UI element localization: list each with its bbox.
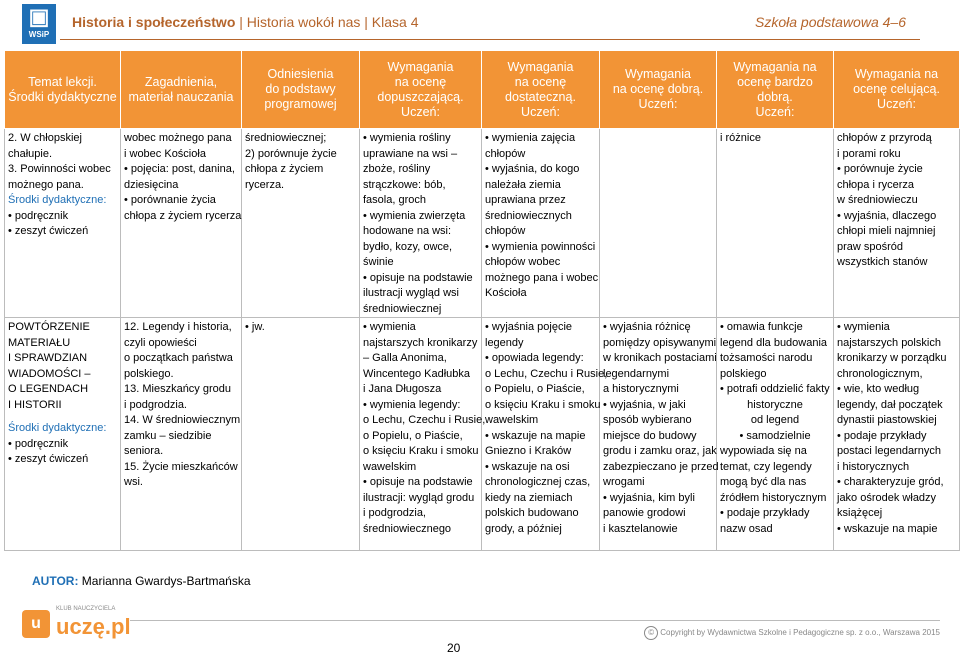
curriculum-cell	[242, 318, 360, 551]
cell-line: panowie grodowi	[603, 507, 686, 519]
requirements-table	[4, 50, 960, 551]
cell-line: • podaje przykłady	[837, 429, 956, 445]
col-header-line: dopuszczającą.	[377, 89, 464, 104]
cell-line: wsi.	[124, 476, 143, 488]
cell-line: 2. W chłopskiej	[8, 132, 82, 144]
cell-line: polskiego.	[124, 367, 174, 380]
topic-cell	[5, 318, 121, 551]
cell-line: miejsce do budowy	[603, 429, 697, 442]
table-row	[5, 129, 960, 318]
cell-line: • opisuje na podstawie	[363, 475, 478, 491]
cell-line: O LEGENDACH	[8, 383, 89, 395]
cell-line: • jw.	[245, 320, 356, 336]
header-school: Szkoła podstawowa 4–6	[755, 14, 906, 30]
col-header-line: na ocenę dobrą.	[612, 82, 704, 96]
col-header	[834, 51, 960, 129]
cell-line: chronologicznej czas,	[485, 476, 591, 488]
header-course: | Historia wokół nas | Klasa 4	[235, 14, 419, 30]
grade-6-cell	[834, 129, 960, 318]
copyright	[644, 626, 940, 640]
grade-4-cell	[600, 318, 717, 551]
col-header-line: Temat lekcji.	[28, 74, 97, 89]
cell-line: ilustracji: wygląd grodu	[363, 491, 475, 504]
cell-line: sposób wybierano	[603, 414, 692, 426]
col-header-line: dobrą.	[757, 89, 793, 104]
cell-line: i kasztelanowie	[603, 522, 678, 535]
cell-line: uprawiana przez	[485, 194, 566, 206]
grade-2-cell	[360, 129, 482, 318]
teaching-aid-item: • podręcznik	[8, 209, 117, 225]
cell-line: • wyjaśnia, do kogo	[485, 162, 596, 178]
cell-line: I SPRAWDZIAN	[8, 352, 88, 364]
cell-line: grodu i zamku oraz, jak	[603, 445, 717, 457]
cell-line: w kronikach postaciami	[603, 352, 717, 364]
cell-line: dziesięcina	[124, 178, 179, 191]
col-header-line: materiał nauczania	[128, 89, 234, 104]
grade-4-cell	[600, 129, 717, 318]
header-row	[5, 51, 960, 129]
cell-line: o Popielu, o Piaście,	[363, 429, 463, 442]
cell-line: możnego pana i wobec	[485, 271, 599, 284]
col-header-line: Uczeń:	[638, 97, 678, 111]
cell-line: chłopi mieli najmniej	[837, 225, 936, 237]
cell-line: 15. Życie mieszkańców	[124, 460, 238, 473]
cell-line: legendarnymi	[603, 367, 670, 380]
cell-line: • pojęcia: post, danina,	[124, 162, 238, 178]
cell-line: chłopów	[485, 147, 526, 160]
cell-line: • wyjaśnia, w jaki	[603, 398, 713, 414]
cell-line: • wymienia legendy:	[363, 398, 478, 414]
cell-line: strączkowe: bób,	[363, 178, 446, 191]
cell-line: chłopów wobec	[485, 256, 561, 268]
cell-line: • charakteryzuje gród,	[837, 475, 956, 491]
grade-3-cell	[482, 318, 608, 551]
teaching-aid-item: • podręcznik	[8, 437, 117, 453]
cell-line: ilustracji wygląd wsi	[363, 287, 459, 299]
cell-line: i podgrodzia.	[124, 398, 187, 411]
col-header	[717, 51, 834, 129]
logo-mark-icon: ▣	[28, 4, 50, 29]
cell-line: o początkach państwa	[124, 352, 233, 364]
cell-line: Gniezno i Kraków	[485, 445, 572, 457]
col-header-line: dostateczną.	[505, 89, 576, 104]
topic-cell	[5, 129, 121, 318]
copyright-text: Copyright by Wydawnictwa Szkolne i Pedagogiczne sp. z o.o., Warszawa 2015	[660, 628, 940, 637]
author-label: AUTOR:	[32, 574, 79, 588]
cell-line: – Galla Anonima,	[363, 352, 447, 364]
cell-line: o Popielu, o Piaście,	[485, 383, 585, 395]
cell-line: a historycznymi	[603, 383, 679, 395]
col-header-line: na ocenę	[394, 74, 447, 89]
cell-line: o księciu Kraku i smoku	[485, 398, 601, 411]
cell-line: wobec możnego pana	[124, 132, 232, 144]
col-header	[360, 51, 482, 129]
cell-line: Wincentego Kadłubka	[363, 367, 471, 380]
cell-line: 13. Mieszkańcy grodu	[124, 383, 231, 395]
curriculum-cell	[242, 129, 360, 318]
grade-5-cell	[717, 318, 834, 551]
col-header-line: Wymagania na	[854, 67, 939, 81]
cell-line: postaci legendarnych	[837, 445, 941, 457]
cell-line: średniowiecznej;	[245, 132, 327, 144]
col-header-line: na ocenę	[514, 74, 567, 89]
cell-line: chałupie.	[8, 147, 53, 160]
cell-line: średniowiecznego	[363, 522, 452, 535]
cell-line: polskich budowano	[485, 507, 579, 519]
cell-line: najstarszych kronikarzy	[363, 336, 478, 349]
teaching-aids-label: Środki dydaktyczne:	[8, 194, 107, 206]
cell-line: POWTÓRZENIE	[8, 321, 90, 333]
cell-line: seniora.	[124, 445, 164, 457]
wsip-logo	[22, 4, 56, 44]
cell-line: bydło, kozy, owce,	[363, 240, 453, 253]
cell-line: • porównanie życia	[124, 193, 238, 209]
cell-line: • wie, kto według	[837, 382, 956, 398]
cell-line: zabezpieczano je przed	[603, 460, 719, 473]
col-header-line: Uczeń:	[401, 104, 440, 119]
topics-cell	[121, 129, 242, 318]
cell-line: • wymienia zwierzęta	[363, 209, 478, 225]
cell-line: wawelskim	[485, 414, 539, 426]
cell-line: • wymienia zajęcia	[485, 131, 596, 147]
cell-line: MATERIAŁU	[8, 336, 71, 349]
grade-6-cell	[834, 318, 960, 551]
cell-line: fasola, groch	[363, 194, 426, 206]
col-header-line: Wymagania	[625, 67, 691, 81]
cell-line: zamku – siedzibie	[124, 429, 212, 442]
cell-line: od legend	[750, 414, 800, 426]
logo-text: WSiP	[28, 30, 50, 39]
cell-line: 12. Legendy i historia,	[124, 321, 232, 333]
cell-line: średniowiecznych	[485, 209, 572, 222]
author-name: Marianna Gwardys-Bartmańska	[78, 574, 251, 588]
teaching-aids-label: Środki dydaktyczne:	[8, 422, 107, 434]
topics-cell	[121, 318, 242, 551]
col-header	[121, 51, 242, 129]
cell-line: dynastii piastowskiej	[837, 414, 937, 426]
cell-line: Kościoła	[485, 287, 527, 299]
cell-line: hodowane na wsi:	[363, 225, 452, 237]
table-row	[5, 318, 960, 551]
cell-line: chłopa i rycerza	[837, 178, 915, 191]
header-left	[72, 14, 419, 30]
cell-line: i historycznych	[837, 460, 910, 473]
cell-line: legend dla budowania	[720, 336, 828, 349]
page-number: 20	[447, 641, 461, 655]
cell-line: • omawia funkcje	[720, 320, 830, 336]
cell-line: i różnice	[720, 132, 761, 144]
cell-line: • wskazuje na osi	[485, 460, 596, 476]
cell-line: możnego pana.	[8, 178, 84, 191]
cell-line: 3. Powinności wobec	[8, 163, 111, 175]
cell-line: • potrafi oddzielić fakty	[720, 382, 830, 398]
cell-line: pomiędzy opisywanymi	[603, 336, 717, 349]
cell-line: 14. W średniowiecznym	[124, 414, 241, 426]
cell-line: wypowiada się na	[720, 445, 807, 457]
col-header-line: Środki dydaktyczne	[8, 89, 117, 104]
cell-line: o księciu Kraku i smoku	[363, 445, 479, 457]
cell-line: historyczne	[747, 398, 803, 411]
cell-line: • wyjaśnia, dlaczego	[837, 209, 956, 225]
grade-5-cell	[717, 129, 834, 318]
author-line	[32, 574, 251, 588]
teaching-aid-item: • zeszyt ćwiczeń	[8, 224, 117, 240]
cell-line: chłopa z życiem	[245, 163, 324, 175]
col-header-line: do podstawy	[265, 82, 336, 96]
cell-line: legendy	[485, 336, 524, 349]
cell-line: • opowiada legendy:	[485, 351, 596, 367]
cell-line: • porównuje życie	[837, 162, 956, 178]
col-header	[242, 51, 360, 129]
cell-line: • opisuje na podstawie	[363, 271, 478, 287]
cell-line: tożsamości narodu	[720, 352, 813, 364]
col-header-line: Uczeń:	[755, 104, 795, 119]
col-header-line: Wymagania na	[733, 59, 817, 74]
footer-rule	[130, 620, 940, 621]
ucze-logo-icon: u	[22, 610, 50, 638]
cell-line: legendy, dał początek	[837, 398, 943, 411]
cell-line: kiedy na ziemiach	[485, 491, 573, 504]
teaching-aid-item: • zeszyt ćwiczeń	[8, 452, 117, 468]
cell-line: temat, czy legendy	[720, 460, 812, 473]
cell-line: polskiego	[720, 367, 767, 380]
cell-line: • samodzielnie	[720, 429, 830, 445]
cell-line: źródłem historycznym	[720, 491, 827, 504]
cell-line: wszystkich stanów	[837, 256, 928, 268]
cell-line: o Lechu, Czechu i Rusie,	[363, 414, 486, 426]
col-header-line: ocenę celującą.	[853, 82, 940, 96]
ucze-logo-small: KLUB NAUCZYCIELA	[56, 606, 116, 612]
col-header	[600, 51, 717, 129]
cell-line: grody, a później	[485, 522, 562, 535]
cell-line: • wymienia	[837, 320, 956, 336]
cell-line: • wymienia	[363, 320, 478, 336]
col-header-line: programowej	[264, 97, 337, 111]
cell-line: należała ziemia	[485, 178, 561, 191]
cell-line: chłopa z życiem rycerza	[124, 209, 242, 222]
col-header	[482, 51, 600, 129]
cell-line: WIADOMOŚCI –	[8, 367, 91, 380]
col-header-line: Zagadnienia,	[144, 74, 218, 89]
col-header-line: Wymagania	[507, 59, 574, 74]
cell-line: chłopów z przyrodą	[837, 132, 932, 144]
cell-line: zboże, rośliny	[363, 163, 431, 175]
cell-line: wrogami	[603, 476, 645, 488]
cell-line: świnie	[363, 256, 394, 268]
cell-line: • wyjaśnia, kim byli	[603, 491, 713, 507]
cell-line: uprawiane na wsi –	[363, 147, 458, 160]
cell-line: czyli opowieści	[124, 336, 197, 349]
col-header-line: ocenę bardzo	[737, 74, 813, 89]
cell-line: • podaje przykłady	[720, 506, 830, 522]
cell-line: w średniowieczu	[837, 194, 918, 206]
cell-line: i porami roku	[837, 147, 901, 160]
cell-line: mogą być dla nas	[720, 476, 807, 488]
col-header-line: Uczeń:	[521, 104, 560, 119]
cell-line: • wymienia rośliny	[363, 131, 478, 147]
cell-line: wawelskim	[363, 460, 417, 473]
cell-line: kronikarzy w porządku	[837, 352, 947, 364]
cell-line: 2) porównuje życie	[245, 147, 337, 160]
cell-line: rycerza.	[245, 178, 285, 191]
col-header-line: Wymagania	[387, 59, 454, 74]
col-header-line: Uczeń:	[877, 97, 916, 111]
col-header	[5, 51, 121, 129]
header-subject: Historia i społeczeństwo	[72, 14, 236, 30]
copyright-icon: ©	[644, 626, 658, 640]
cell-line: o Lechu, Czechu i Rusie,	[485, 367, 608, 380]
cell-line: • wymienia powinności	[485, 240, 596, 256]
cell-line: jako ośrodek władzy	[837, 491, 937, 504]
grade-3-cell	[482, 129, 600, 318]
cell-line: i Jana Długosza	[363, 383, 442, 395]
cell-line: i wobec Kościoła	[124, 147, 206, 160]
cell-line: nazw osad	[720, 522, 773, 535]
cell-line: praw spośród	[837, 240, 904, 253]
cell-line: • wskazuje na mapie	[837, 522, 956, 538]
cell-line: • wyjaśnia pojęcie	[485, 320, 596, 336]
cell-line: chłopów	[485, 225, 526, 237]
ucze-logo-text: uczę.pl	[56, 614, 131, 639]
cell-line: średniowiecznej	[363, 302, 442, 315]
cell-line: najstarszych polskich	[837, 336, 941, 349]
ucze-logo	[22, 606, 131, 642]
cell-line: I HISTORII	[8, 398, 62, 411]
cell-line: chronologicznym,	[837, 367, 923, 380]
cell-line: i podgrodzia,	[363, 507, 426, 519]
col-header-line: Odniesienia	[267, 67, 334, 81]
grade-2-cell	[360, 318, 486, 551]
cell-line: • wskazuje na mapie	[485, 429, 596, 445]
cell-line: książęcej	[837, 507, 883, 519]
header-rule	[60, 39, 920, 40]
cell-line: • wyjaśnia różnicę	[603, 320, 713, 336]
